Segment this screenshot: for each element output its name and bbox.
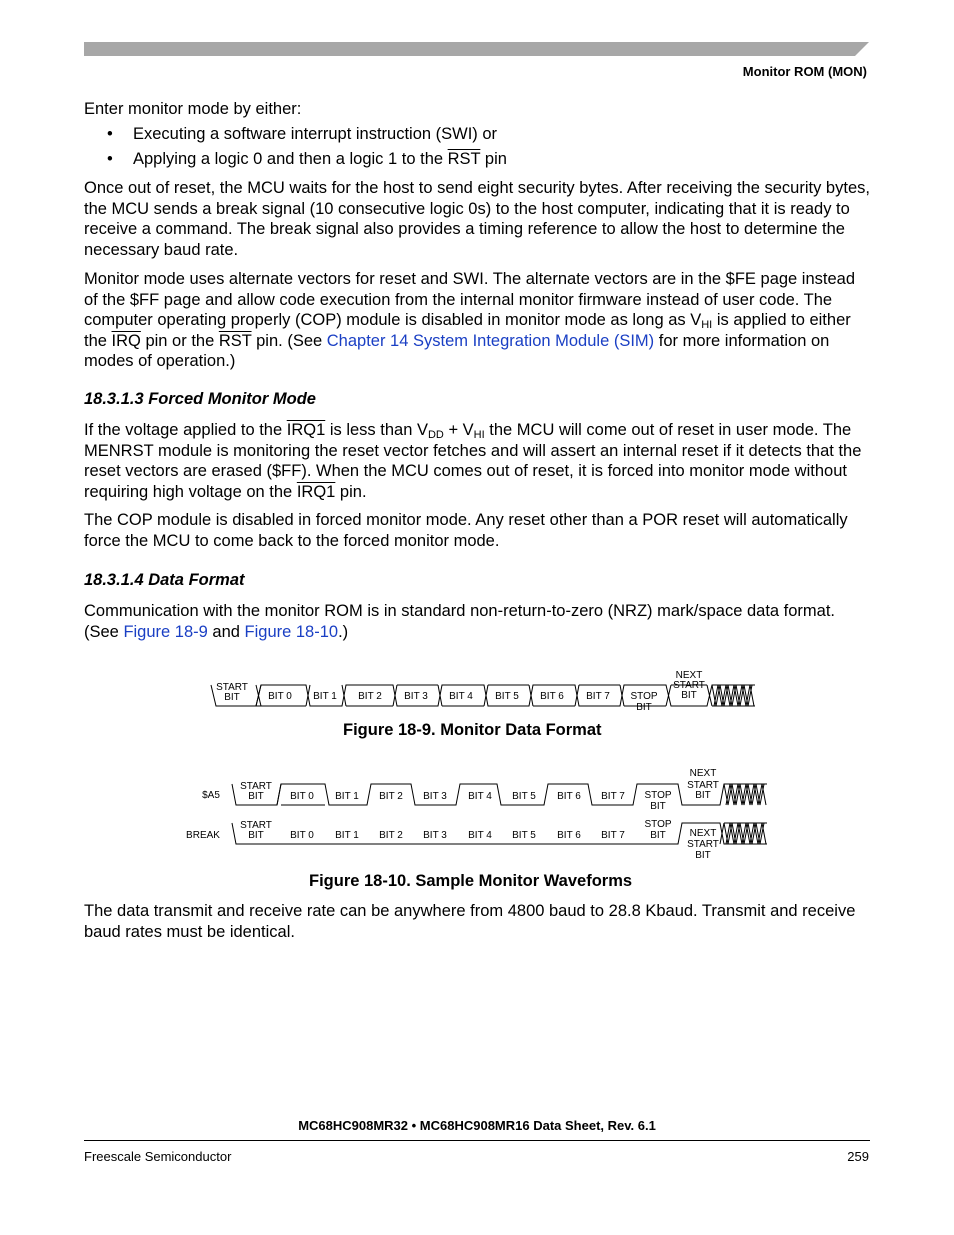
svg-text:BIT: BIT xyxy=(248,791,264,802)
footer-title: MC68HC908MR32 • MC68HC908MR16 Data Sheet, Rev. 6.1 xyxy=(298,1118,656,1133)
bit-label: BIT 4 xyxy=(449,691,473,702)
svg-text:BIT: BIT xyxy=(695,790,711,801)
next-start-bit-label: NEXT xyxy=(675,670,703,681)
bit-label: BIT 0 xyxy=(290,830,314,841)
bit-label: BIT 0 xyxy=(290,791,314,802)
svg-text:START: START xyxy=(673,680,705,691)
bit-label: BIT 6 xyxy=(557,830,581,841)
bit-label: BIT 4 xyxy=(468,791,492,802)
label-break: BREAK xyxy=(186,830,220,841)
bit-label: BIT 3 xyxy=(404,691,428,702)
bit-label: BIT 5 xyxy=(495,691,519,702)
bit-label: BIT 1 xyxy=(335,791,359,802)
paragraph-nrz: Communication with the monitor ROM is in standard non-return-to-zero (NRZ) mark/space data format. (See Figure 18-9 and Figure 18-10.) xyxy=(84,602,836,641)
bullet-icon: • xyxy=(107,150,113,168)
bit-label: BIT 5 xyxy=(512,830,536,841)
next-start-bit-label: NEXT xyxy=(689,828,717,839)
bullet-item: • Applying a logic 0 and then a logic 1 to the $\overline{RST}$ pin xyxy=(107,150,507,168)
svg-text:BIT: BIT xyxy=(224,692,240,703)
bit-label: BIT 2 xyxy=(358,691,382,702)
bullet-item: • Executing a software interrupt instruction (SWI) or xyxy=(107,125,498,143)
figure-18-9-diagram xyxy=(0,660,954,720)
bit-label: BIT 0 xyxy=(268,691,292,702)
bit-label: BIT 6 xyxy=(540,691,564,702)
svg-text:BIT: BIT xyxy=(636,702,652,713)
section-heading-data-format: 18.3.1.4 Data Format xyxy=(84,571,245,589)
bit-label: BIT 3 xyxy=(423,791,447,802)
svg-text:BIT: BIT xyxy=(248,830,264,841)
bit-label: BIT 3 xyxy=(423,830,447,841)
bit-label: BIT 2 xyxy=(379,791,403,802)
footer-rule xyxy=(84,1140,870,1141)
paragraph-forced: If the voltage applied to the IRQ1 is less than $V_{DD} + V_{HI}$ the MCU will come out of reset in user mode. The MENRST module is monitoring the reset vector fetches and will assert an internal reset if it detects that the reset vectors are erased ($FF). When the MCU comes out of reset, it is forced into monitor mode without requiring high voltage on the IRQ1 pin. xyxy=(84,421,862,501)
bit-label: BIT 2 xyxy=(379,830,403,841)
figure-18-10-diagram xyxy=(0,762,954,862)
paragraph-baud: The data transmit and receive rate can be anywhere from 4800 baud to 28.8 Kbaud. Transmit and receive baud rates must be identical. xyxy=(84,902,856,941)
next-start-bit-label: NEXT xyxy=(689,768,717,779)
svg-text:BIT: BIT xyxy=(650,801,666,812)
svg-text:START: START xyxy=(687,780,719,791)
figure-18-9-caption: Figure 18-9. Monitor Data Format xyxy=(343,721,602,739)
start-bit-label: START xyxy=(216,682,248,693)
intro-text: Enter monitor mode by either: xyxy=(84,100,302,118)
bullet-icon: • xyxy=(107,125,113,143)
bit-label: BIT 1 xyxy=(335,830,359,841)
svg-text:BIT: BIT xyxy=(650,830,666,841)
page-number: 259 xyxy=(847,1149,869,1164)
bit-label: BIT 6 xyxy=(557,791,581,802)
section-heading-forced-monitor: 18.3.1.3 Forced Monitor Mode xyxy=(84,390,316,408)
paragraph-vectors: Monitor mode uses alternate vectors for reset and SWI. The alternate vectors are in the $FE page instead of the $FF page and allow code execution from the internal monitor firmware instead of user code. The computer operating properly (COP) module is disabled in monitor mode as long as $V_{HI}$ is applied to either the $\overline{IRQ}$ pin or the $\overline{RST}$ pin. (See Chapter 14 System Integration Module (SIM) for more information on modes of operation.) xyxy=(84,270,856,370)
bit-label: BIT 1 xyxy=(313,691,337,702)
stop-bit-label: STOP xyxy=(630,691,658,702)
label-a5: $A5 xyxy=(202,790,220,801)
paragraph-cop: The COP module is disabled in forced monitor mode. Any reset other than a POR reset will automatically force the MCU to come back to the forced monitor mode. xyxy=(84,511,848,550)
header-bar xyxy=(84,42,869,56)
bit-label: BIT 4 xyxy=(468,830,492,841)
rst-pin: $\overline{RST}$ xyxy=(447,150,481,168)
bit-label: BIT 7 xyxy=(601,791,625,802)
footer-company: Freescale Semiconductor xyxy=(84,1149,232,1164)
start-bit-label: START xyxy=(240,781,272,792)
link-chapter-14[interactable]: Chapter 14 System Integration Module (SIM) xyxy=(326,331,655,350)
svg-text:START: START xyxy=(687,839,719,850)
running-header: Monitor ROM (MON) xyxy=(742,64,867,79)
figure-18-10-caption: Figure 18-10. Sample Monitor Waveforms xyxy=(309,872,633,890)
link-figure-18-10[interactable]: Figure 18-10 xyxy=(244,622,339,641)
start-bit-label: START xyxy=(240,820,272,831)
link-figure-18-9[interactable]: Figure 18-9 xyxy=(123,622,208,641)
bit-label: BIT 7 xyxy=(601,830,625,841)
bit-label: BIT 7 xyxy=(586,691,610,702)
bit-label: BIT 5 xyxy=(512,791,536,802)
stop-bit-label: STOP xyxy=(644,819,672,830)
paragraph-reset: Once out of reset, the MCU waits for the host to send eight security bytes. After receiving the security bytes, the MCU sends a break signal (10 consecutive logic 0s) to the host computer, indicating that it is ready to receive a command. The break signal also provides a timing reference to allow the host to determine the necessary baud rate. xyxy=(84,179,870,259)
svg-text:BIT: BIT xyxy=(695,850,711,861)
stop-bit-label: STOP xyxy=(644,790,672,801)
svg-text:BIT: BIT xyxy=(681,690,697,701)
